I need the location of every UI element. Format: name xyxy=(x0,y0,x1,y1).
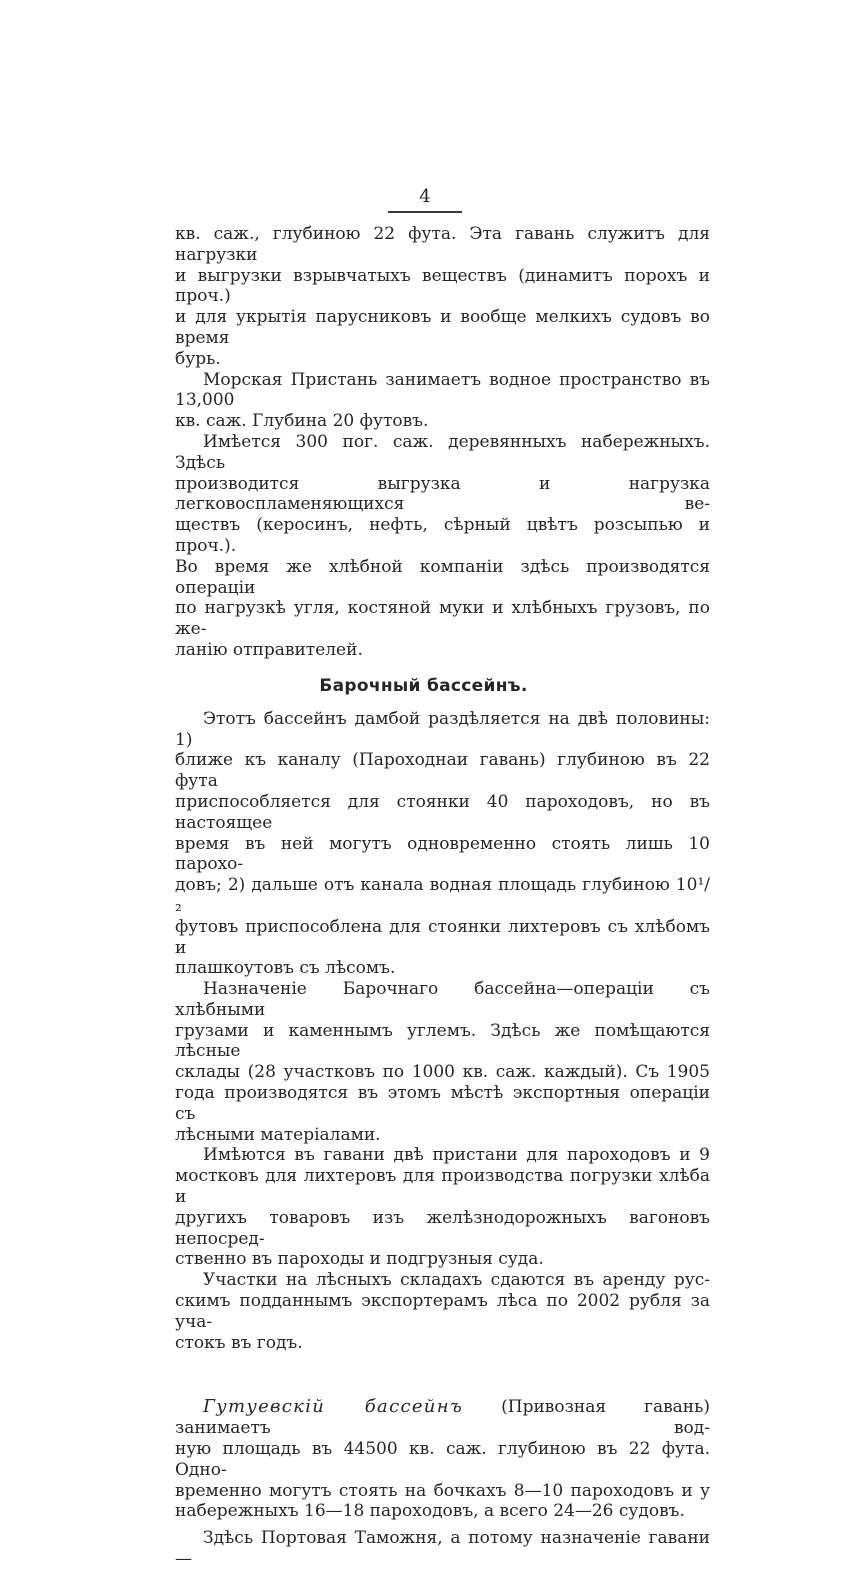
text-column xyxy=(175,224,710,1570)
text-line: время въ ней могутъ одновременно стоять лишь 10 парохо- xyxy=(175,833,710,875)
text-line: довъ; 2) дальше отъ канала водная площадь глубиною 10¹/₂ xyxy=(175,875,710,916)
text-line: лѣсными матеріалами. xyxy=(175,1124,381,1145)
text-line: бурь. xyxy=(175,348,221,369)
text-line: ную площадь въ 44500 кв. саж. глубиною въ 22 фута. Одно- xyxy=(175,1439,710,1480)
text-line: и для укрытія парусниковъ и вообще мелкихъ судовъ во время xyxy=(175,307,710,348)
paragraph xyxy=(175,1528,710,1570)
text-line: по нагрузкѣ угля, костяной муки и хлѣбныхъ грузовъ, по же- xyxy=(175,598,710,640)
paragraph xyxy=(175,432,710,661)
page-header xyxy=(0,186,850,213)
text-line: ществъ (керосинъ, нефть, сѣрный цвѣтъ розсыпью и проч.). xyxy=(175,515,710,556)
section-heading: Барочный бассейнъ. xyxy=(319,675,528,696)
text-line: приспособляется для стоянки 40 пароходовъ, но въ настоящее xyxy=(175,791,710,833)
page-number: 4 xyxy=(419,186,431,207)
text-line: производится выгрузка и нагрузка легковоспламеняющихся ве- xyxy=(175,473,710,515)
paragraph xyxy=(175,224,710,370)
text-span: (Привозная гавань) занимаетъ вод- xyxy=(175,1397,711,1439)
text-line: и выгрузки взрывчатыхъ веществъ (динамитъ порохъ и проч.) xyxy=(175,265,710,307)
text-line: ственно въ пароходы и подгрузныя суда. xyxy=(175,1249,544,1270)
text-line: скимъ подданнымъ экспортерамъ лѣса по 2002 рубля за уча- xyxy=(175,1291,710,1332)
text-line: футовъ приспособлена для стоянки лихтеровъ съ хлѣбомъ и xyxy=(175,916,710,958)
text-line: другихъ товаровъ изъ желѣзнодорожныхъ вагоновъ непосред- xyxy=(175,1207,710,1249)
text-line: Имѣются въ гавани двѣ пристани для пароходовъ и 9 xyxy=(203,1145,710,1166)
paragraph xyxy=(175,370,710,432)
text-line: ланію отправителей. xyxy=(175,639,363,660)
text-line: грузами и каменнымъ углемъ. Здѣсь же помѣщаются лѣсные xyxy=(175,1020,710,1062)
paragraph xyxy=(175,1397,710,1522)
text-line xyxy=(175,1397,710,1439)
folio-rule xyxy=(388,211,462,213)
text-line: Во время же хлѣбной компаніи здѣсь производятся операціи xyxy=(175,556,710,598)
text-line: Морская Пристань занимаетъ водное пространство въ 13,000 xyxy=(175,369,710,411)
text-line: ближе къ каналу (Пароходнаи гавань) глубиною въ 22 фута xyxy=(175,750,710,792)
text-line: кв. саж., глубиною 22 фута. Эта гавань служитъ для нагрузки xyxy=(175,224,710,265)
text-line: Участки на лѣсныхъ складахъ сдаются въ аренду рус- xyxy=(203,1270,710,1291)
paragraph xyxy=(175,1270,710,1353)
text-line: Имѣется 300 пог. саж. деревянныхъ набережныхъ. Здѣсь xyxy=(175,431,710,473)
text-line: Назначеніе Барочнаго бассейна—операціи съ хлѣбными xyxy=(175,979,710,1020)
subsection-lead-italic: Гутуевскій бассейнъ xyxy=(203,1396,464,1418)
text-line: временно могутъ стоять на бочкахъ 8—10 пароходовъ и у xyxy=(175,1480,710,1501)
paragraph xyxy=(175,1145,710,1270)
text-line: Этотъ бассейнъ дамбой раздѣляется на двѣ половины: 1) xyxy=(175,708,710,750)
text-line: стокъ въ годъ. xyxy=(175,1332,303,1353)
text-line: набережныхъ 16—18 пароходовъ, а всего 24—26 судовъ. xyxy=(175,1501,685,1522)
text-line: года производятся въ этомъ мѣстѣ экспортныя операціи съ xyxy=(175,1083,710,1124)
text-line: кв. саж. Глубина 20 футовъ. xyxy=(175,411,429,432)
text-line: мостковъ для лихтеровъ для производства погрузки хлѣба и xyxy=(175,1166,710,1208)
text-line: плашкоутовъ съ лѣсомъ. xyxy=(175,958,396,979)
text-line: Здѣсь Портовая Таможня, а потому назначеніе гавани— xyxy=(175,1528,710,1570)
paragraph xyxy=(175,979,710,1145)
paragraph xyxy=(175,709,710,979)
text-line: склады (28 участковъ по 1000 кв. саж. каждый). Съ 1905 xyxy=(175,1062,710,1083)
